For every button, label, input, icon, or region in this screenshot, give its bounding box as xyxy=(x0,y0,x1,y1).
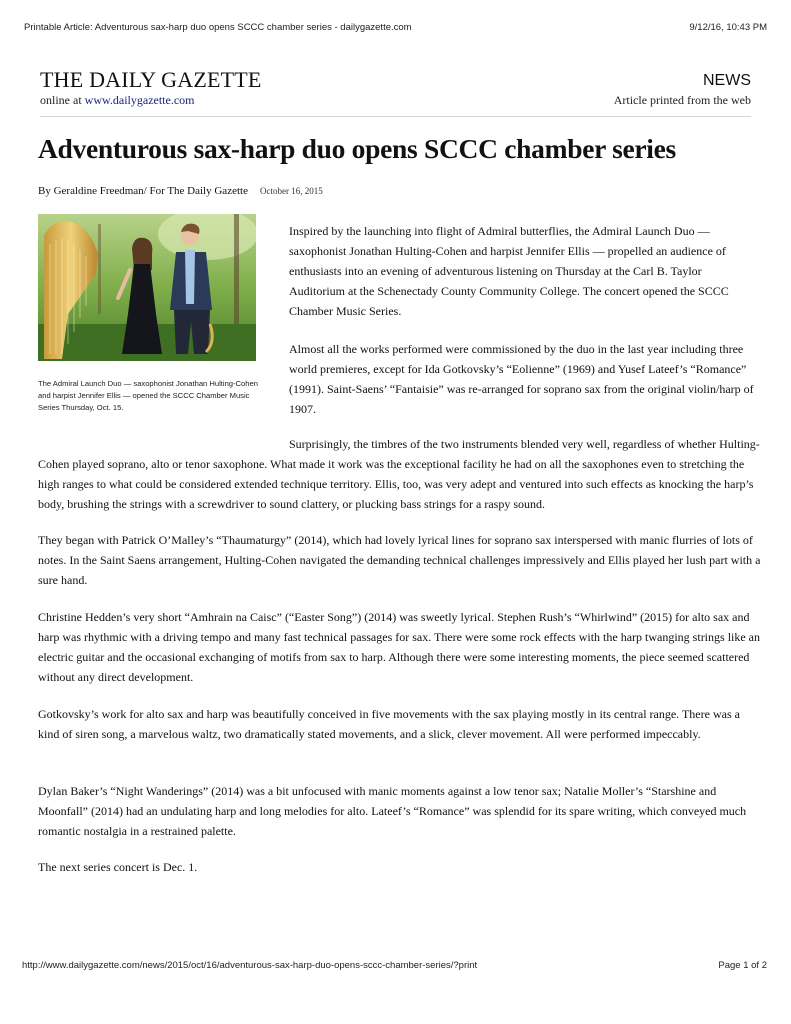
article-paragraph-2: Almost all the works performed were commissioned by the duo in the last year including three world premieres, except for Ida Gotkovsky’s “Eolienne” (1969) and Yusef Lateef’s “Romance” (1991). Saint-Saens’ “Fantaisie” was re-arranged for soprano sax from the original violin/harp of 1907. xyxy=(289,342,754,416)
print-header xyxy=(24,22,767,36)
article-paragraph-3: Surprisingly, the timbres of the two instruments blended very well, regardless of whether Hulting-Cohen played soprano, alto or tenor saxophone. What made it work was the exceptional facility he had on all the saxophones even to stretching the high ranges to what could be considered extended technique territory. Ellis, too, was very adept and ventured into such effects as knocking the harp’s body, brushing the strings with a screwdriver to sound clattery, or plucking bass strings for a raspy sound. xyxy=(38,437,760,511)
article-paragraph-5: Christine Hedden’s very short “Amhrain na Caisc” (“Easter Song”) (2014) was sweetly lyrical. Stephen Rush’s “Whirlwind” (2015) for alto sax and harp was rhythmic with a driving tempo and many fast technical passages for sax. There were some rock effects with the harp twanging strings like an electric guitar and the occasional exchanging of motifs from sax to harp. Although there were some interesting moments, the piece seemed scattered without any direct development. xyxy=(38,610,761,684)
print-footer-url: http://www.dailygazette.com/news/2015/oct/16/adventurous-sax-harp-duo-opens-sccc-chamber-series/?print xyxy=(22,960,478,971)
photo-caption: The Admiral Launch Duo — saxophonist Jonathan Hulting-Cohen and harpist Jennifer Ellis — opened the SCCC Chamber Music Series Thursday, Oct. 15. xyxy=(38,379,258,412)
online-at-line xyxy=(40,93,195,108)
article-paragraph-4: They began with Patrick O’Malley’s “Thaumaturgy” (2014), which had lovely lyrical lines for soprano sax interspersed with manic flurries of lots of notes. In the Saint Saens arrangement, Hulting-Cohen navigated the demanding technical challenges impressively and Ellis played her lush part with a sure hand. xyxy=(38,533,761,587)
article-paragraph-1: Inspired by the launching into flight of Admiral butterflies, the Admiral Launch Duo — saxophonist Jonathan Hulting-Cohen and harpist Jennifer Ellis — propelled an audience of enthusiasts into an evening of adventurous listening on Thursday at the Carl B. Taylor Auditorium at the Schenectady County Community College. The concert opened the SCCC Chamber Music Series. xyxy=(289,224,729,318)
publish-date: October 16, 2015 xyxy=(259,186,323,196)
masthead-divider xyxy=(40,116,751,117)
printed-note: Article printed from the web xyxy=(613,93,751,107)
article-headline: Adventurous sax-harp duo opens SCCC chamber series xyxy=(38,133,676,164)
print-page-title: Printable Article: Adventurous sax-harp duo opens SCCC chamber series - dailygazette.com xyxy=(24,22,412,33)
article-photo xyxy=(38,214,256,361)
section-label: NEWS xyxy=(703,72,751,89)
byline-row xyxy=(38,185,323,197)
byline: By Geraldine Freedman/ For The Daily Gazette xyxy=(38,185,248,197)
article-paragraph-6: Gotkovsky’s work for alto sax and harp was beautifully conceived in five movements with the sax playing mostly in its central range. There was a kind of siren song, a marvelous waltz, two dramatically stated movements, and a slick, clever movement. All were performed impeccably. xyxy=(38,707,740,741)
website-link[interactable]: www.dailygazette.com xyxy=(84,93,195,107)
print-datetime: 9/12/16, 10:43 PM xyxy=(689,22,767,33)
newspaper-logo: THE DAILY GAZETTE xyxy=(40,67,262,92)
page-number: Page 1 of 2 xyxy=(718,960,767,971)
masthead xyxy=(40,68,751,116)
article-paragraph-7: Dylan Baker’s “Night Wanderings” (2014) was a bit unfocused with manic moments against a low tenor sax; Natalie Moller’s “Starshine and Moonfall” (2014) had an undulating harp and long melodies for alto. Lateef’s “Romance” was splendid for its spare writing, which conveyed much romantic nostalgia in a restrained palette. xyxy=(38,784,747,838)
article-paragraph-8: The next series concert is Dec. 1. xyxy=(38,860,198,874)
print-footer xyxy=(22,960,767,974)
online-prefix: online at xyxy=(40,93,85,107)
